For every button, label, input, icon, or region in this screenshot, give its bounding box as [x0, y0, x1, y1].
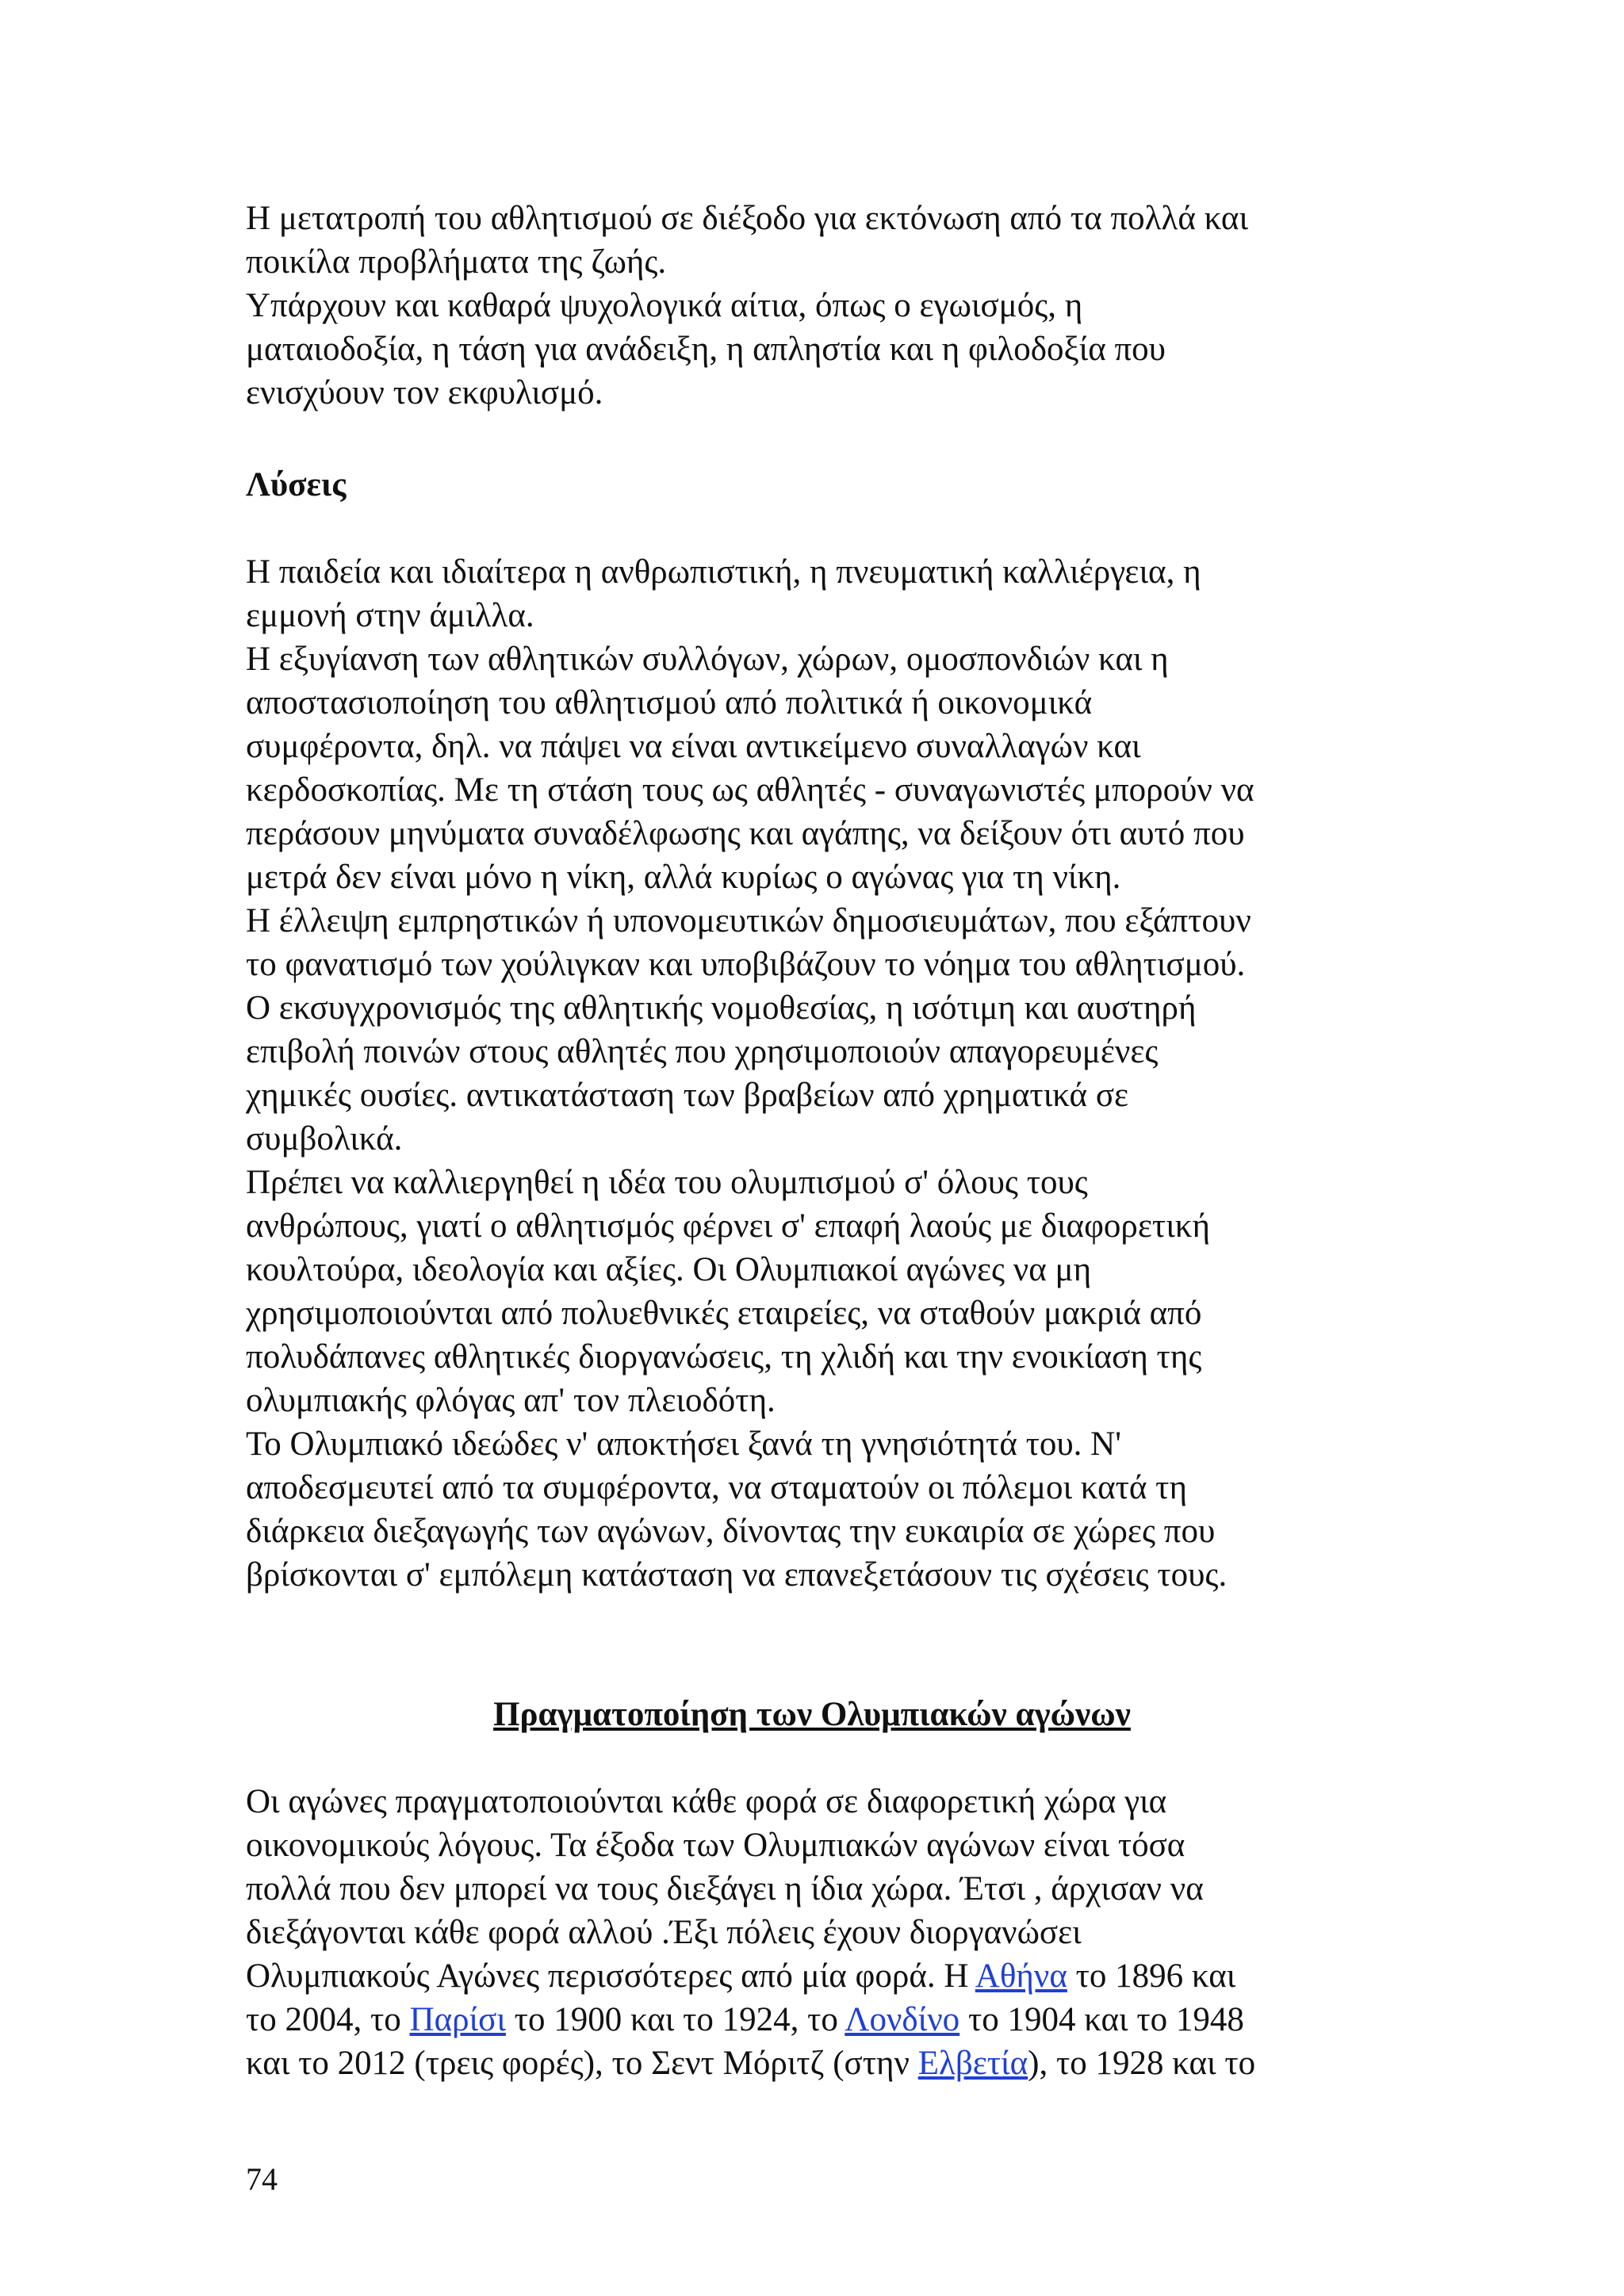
- text-segment: το 1904 και το 1948: [959, 2001, 1244, 2038]
- text-line: ματαιοδοξία, η τάση για ανάδειξη, η απληστία και η φιλοδοξία που: [246, 331, 1166, 368]
- text-line: ενισχύουν τον εκφυλισμό.: [246, 374, 603, 411]
- text-line: Ο εκσυγχρονισμός της αθλητικής νομοθεσίας, η ισότιμη και αυστηρή: [246, 989, 1197, 1027]
- text-line: ολυμπιακής φλόγας απ' τον πλειοδότη.: [246, 1382, 776, 1419]
- text-line-with-link: [246, 1998, 1396, 2042]
- text-segment: και το 2012 (τρεις φορές), το Σεντ Μόριτζ (στην: [246, 2045, 918, 2082]
- text-line: μετρά δεν είναι μόνο η νίκη, αλλά κυρίως ο αγώνας για τη νίκη.: [246, 859, 1121, 896]
- text-line: χημικές ουσίες. αντικατάσταση των βραβείων από χρηματικά σε: [246, 1077, 1129, 1114]
- text-line: κουλτούρα, ιδεολογία και αξίες. Οι Ολυμπιακοί αγώνες να μη: [246, 1251, 1092, 1288]
- solutions-heading: Λύσεις: [246, 466, 347, 503]
- page-number: 74: [246, 2161, 278, 2197]
- text-line: Το Ολυμπιακό ιδεώδες ν' αποκτήσει ξανά τη γνησιότητά του. Ν': [246, 1425, 1121, 1463]
- text-line: πολυδάπανες αθλητικές διοργανώσεις, τη χλιδή και την ενοικίαση της: [246, 1338, 1202, 1376]
- text-line: εμμονή στην άμιλλα.: [246, 597, 534, 634]
- games-paragraph: [246, 1780, 1396, 2085]
- text-line: Υπάρχουν και καθαρά ψυχολογικά αίτια, όπως ο εγωισμός, η: [246, 287, 1083, 324]
- text-line: Η έλλειψη εμπρηστικών ή υπονομευτικών δημοσιευμάτων, που εξάπτουν: [246, 902, 1251, 939]
- text-segment: το 1900 και το 1924, το: [505, 2001, 845, 2038]
- text-line: Η παιδεία και ιδιαίτερα η ανθρωπιστική, η πνευματική καλλιέργεια, η: [246, 553, 1201, 591]
- link-london[interactable]: Λονδίνο: [845, 2001, 960, 2038]
- text-line: Πρέπει να καλλιεργηθεί η ιδέα του ολυμπισμού σ' όλους τους: [246, 1164, 1088, 1201]
- intro-paragraph: [246, 197, 1396, 415]
- text-segment: Ολυμπιακούς Αγώνες περισσότερες από μία φορά. Η: [246, 1957, 975, 1995]
- text-line: ανθρώπους, γιατί ο αθλητισμός φέρνει σ' επαφή λαούς με διαφορετική: [246, 1207, 1210, 1245]
- text-line-with-link: [246, 2042, 1396, 2085]
- text-line: κερδοσκοπίας. Με τη στάση τους ως αθλητές - συναγωνιστές μπορούν να: [246, 771, 1254, 809]
- text-segment: ), το 1928 και το: [1028, 2045, 1256, 2082]
- text-line: χρησιμοποιούνται από πολυεθνικές εταιρείες, να σταθούν μακριά από: [246, 1295, 1202, 1332]
- games-heading: Πραγματοποίηση των Ολυμπιακών αγώνων: [493, 1696, 1131, 1733]
- text-line: επιβολή ποινών στους αθλητές που χρησιμοποιούν απαγορευμένες: [246, 1033, 1159, 1070]
- text-line: οικονομικούς λόγους. Τα έξοδα των Ολυμπιακών αγώνων είναι τόσα: [246, 1827, 1185, 1864]
- text-line: αποστασιοποίηση του αθλητισμού από πολιτικά ή οικονομικά: [246, 684, 1093, 721]
- text-segment: το 2004, το: [246, 2001, 410, 2038]
- link-athens[interactable]: Αθήνα: [975, 1957, 1067, 1995]
- text-line: διεξάγονται κάθε φορά αλλού .Έξι πόλεις έχουν διοργανώσει: [246, 1914, 1082, 1951]
- link-switzerland[interactable]: Ελβετία: [917, 2045, 1028, 2082]
- solutions-paragraph: [246, 550, 1396, 1597]
- text-line: διάρκεια διεξαγωγής των αγώνων, δίνοντας την ευκαιρία σε χώρες που: [246, 1513, 1216, 1550]
- link-paris[interactable]: Παρίσι: [409, 2001, 506, 2038]
- text-line: Η εξυγίανση των αθλητικών συλλόγων, χώρων, ομοσπονδιών και η: [246, 641, 1169, 678]
- text-line-with-link: [246, 1954, 1396, 1998]
- text-line: Η μετατροπή του αθλητισμού σε διέξοδο για εκτόνωση από τα πολλά και: [246, 200, 1249, 237]
- text-line: συμφέροντα, δηλ. να πάψει να είναι αντικείμενο συναλλαγών και: [246, 728, 1141, 765]
- text-line: Οι αγώνες πραγματοποιούνται κάθε φορά σε διαφορετική χώρα για: [246, 1783, 1167, 1820]
- text-line: το φανατισμό των χούλιγκαν και υποβιβάζουν το νόημα του αθλητισμού.: [246, 946, 1246, 983]
- text-line: αποδεσμευτεί από τα συμφέροντα, να σταματούν οι πόλεμοι κατά τη: [246, 1469, 1187, 1506]
- text-line: συμβολικά.: [246, 1120, 403, 1158]
- text-line: ποικίλα προβλήματα της ζωής.: [246, 243, 667, 281]
- text-line: βρίσκονται σ' εμπόλεμη κατάσταση να επανεξετάσουν τις σχέσεις τους.: [246, 1556, 1228, 1594]
- text-line: περάσουν μηνύματα συναδέλφωσης και αγάπης, να δείξουν ότι αυτό που: [246, 815, 1245, 852]
- text-segment: το 1896 και: [1067, 1957, 1236, 1995]
- text-line: πολλά που δεν μπορεί να τους διεξάγει η ίδια χώρα. Έτσι , άρχισαν να: [246, 1870, 1204, 1908]
